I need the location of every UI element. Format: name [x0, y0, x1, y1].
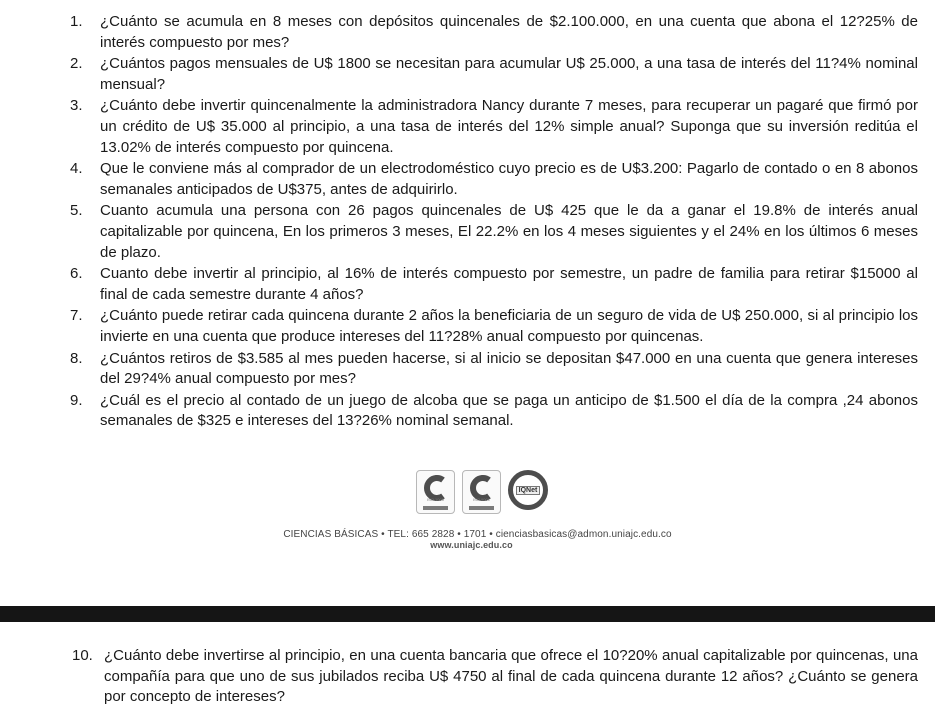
question-item	[72, 646, 918, 708]
question-text: ¿Cuánto debe invertirse al principio, en una cuenta bancaria que ofrece el 10?20% anual capitalizable por quincenas, una compañía para que uno de sus jubilados reciba U$ 4750 al final de cada quincena durante 12 años? ¿Cuánto se genera por concepto de intereses?	[104, 647, 918, 706]
question-item	[70, 391, 918, 432]
question-number: 4.	[70, 160, 83, 178]
iqnet-logo	[508, 470, 548, 510]
icontec-c-icon	[417, 471, 454, 513]
question-item	[70, 12, 918, 53]
question-text: Cuanto acumula una persona con 26 pagos quincenales de U$ 425 que le da a ganar el 19.8% de interés anual capitalizable por quincena, En los primeros 3 meses, El 22.2% en los 4 meses siguientes y el 24% en los últimos 6 meses de plazo.	[100, 202, 918, 261]
iqnet-label: IQNet	[516, 486, 541, 495]
question-number: 1.	[70, 13, 83, 30]
question-number: 5.	[70, 202, 83, 220]
question-number: 10.	[72, 647, 93, 664]
website-link: www.uniajc.edu.co	[430, 540, 513, 550]
question-number: 9.	[70, 391, 83, 409]
footer-contact	[0, 529, 935, 551]
question-number: 3.	[70, 97, 83, 115]
question-text: Cuanto debe invertir al principio, al 16% de interés compuesto por semestre, un padre de familia para retirar $15000 al final de cada semestre durante 4 años?	[100, 265, 918, 303]
contact-line: CIENCIAS BÁSICAS • TEL: 665 2828 • 1701 • cienciasbasicas@admon.uniajc.edu.co	[283, 529, 672, 540]
icontec-iso-logo	[462, 470, 501, 514]
question-list	[70, 12, 918, 433]
question-item	[70, 264, 918, 305]
question-number: 8.	[70, 349, 83, 367]
certification-logos	[416, 470, 548, 516]
question-list-page-2	[72, 646, 918, 709]
question-item	[70, 96, 918, 158]
logo-caption: ISO 9001	[473, 497, 490, 502]
page-divider	[0, 606, 935, 622]
question-number: 7.	[70, 307, 83, 325]
question-item	[70, 54, 918, 95]
question-text: ¿Cuál es el precio al contado de un juego de alcoba que se paga un anticipo de $1.500 el día de la compra ,24 abonos semanales de $325 e intereses del 13?26% nominal semanal.	[100, 391, 918, 430]
question-text: ¿Cuánto debe invertir quincenalmente la administradora Nancy durante 7 meses, para recuperar un pagaré que firmó por un crédito de U$ 35.000 al principio, a una tasa de interés del 12% simple anual? Suponga que su inversión reditúa el 13.02% de interés compuesto por quincena.	[100, 97, 918, 156]
question-text: ¿Cuántos retiros de $3.585 al mes pueden hacerse, si al inicio se depositan $47.000 en una cuenta que genera intereses del 29?4% anual compuesto por mes?	[100, 349, 918, 388]
question-item	[70, 306, 918, 347]
logo-caption: ISO 1000	[427, 497, 444, 502]
icontec-c-icon	[463, 471, 500, 513]
question-number: 6.	[70, 265, 83, 283]
question-number: 2.	[70, 55, 83, 73]
question-text: ¿Cuánto se acumula en 8 meses con depósitos quincenales de $2.100.000, en una cuenta que abona el 12?25% de interés compuesto por mes?	[100, 13, 918, 51]
icontec-certification-logo	[416, 470, 455, 514]
question-item	[70, 201, 918, 263]
question-item	[70, 159, 918, 200]
question-text: ¿Cuánto puede retirar cada quincena durante 2 años la beneficiaria de un seguro de vida de U$ 250.000, si al principio los invierte en una cuenta que produce intereses del 11?28% anual compuesto por quincenas.	[100, 307, 918, 345]
question-text: Que le conviene más al comprador de un electrodoméstico cuyo precio es de U$3.200: Pagarlo de contado o en 8 abonos semanales anticipados de U$375, antes de adquirirlo.	[100, 160, 918, 198]
question-text: ¿Cuántos pagos mensuales de U$ 1800 se necesitan para acumular U$ 25.000, a una tasa de interés del 11?4% nominal mensual?	[100, 55, 918, 93]
question-item	[70, 349, 918, 390]
